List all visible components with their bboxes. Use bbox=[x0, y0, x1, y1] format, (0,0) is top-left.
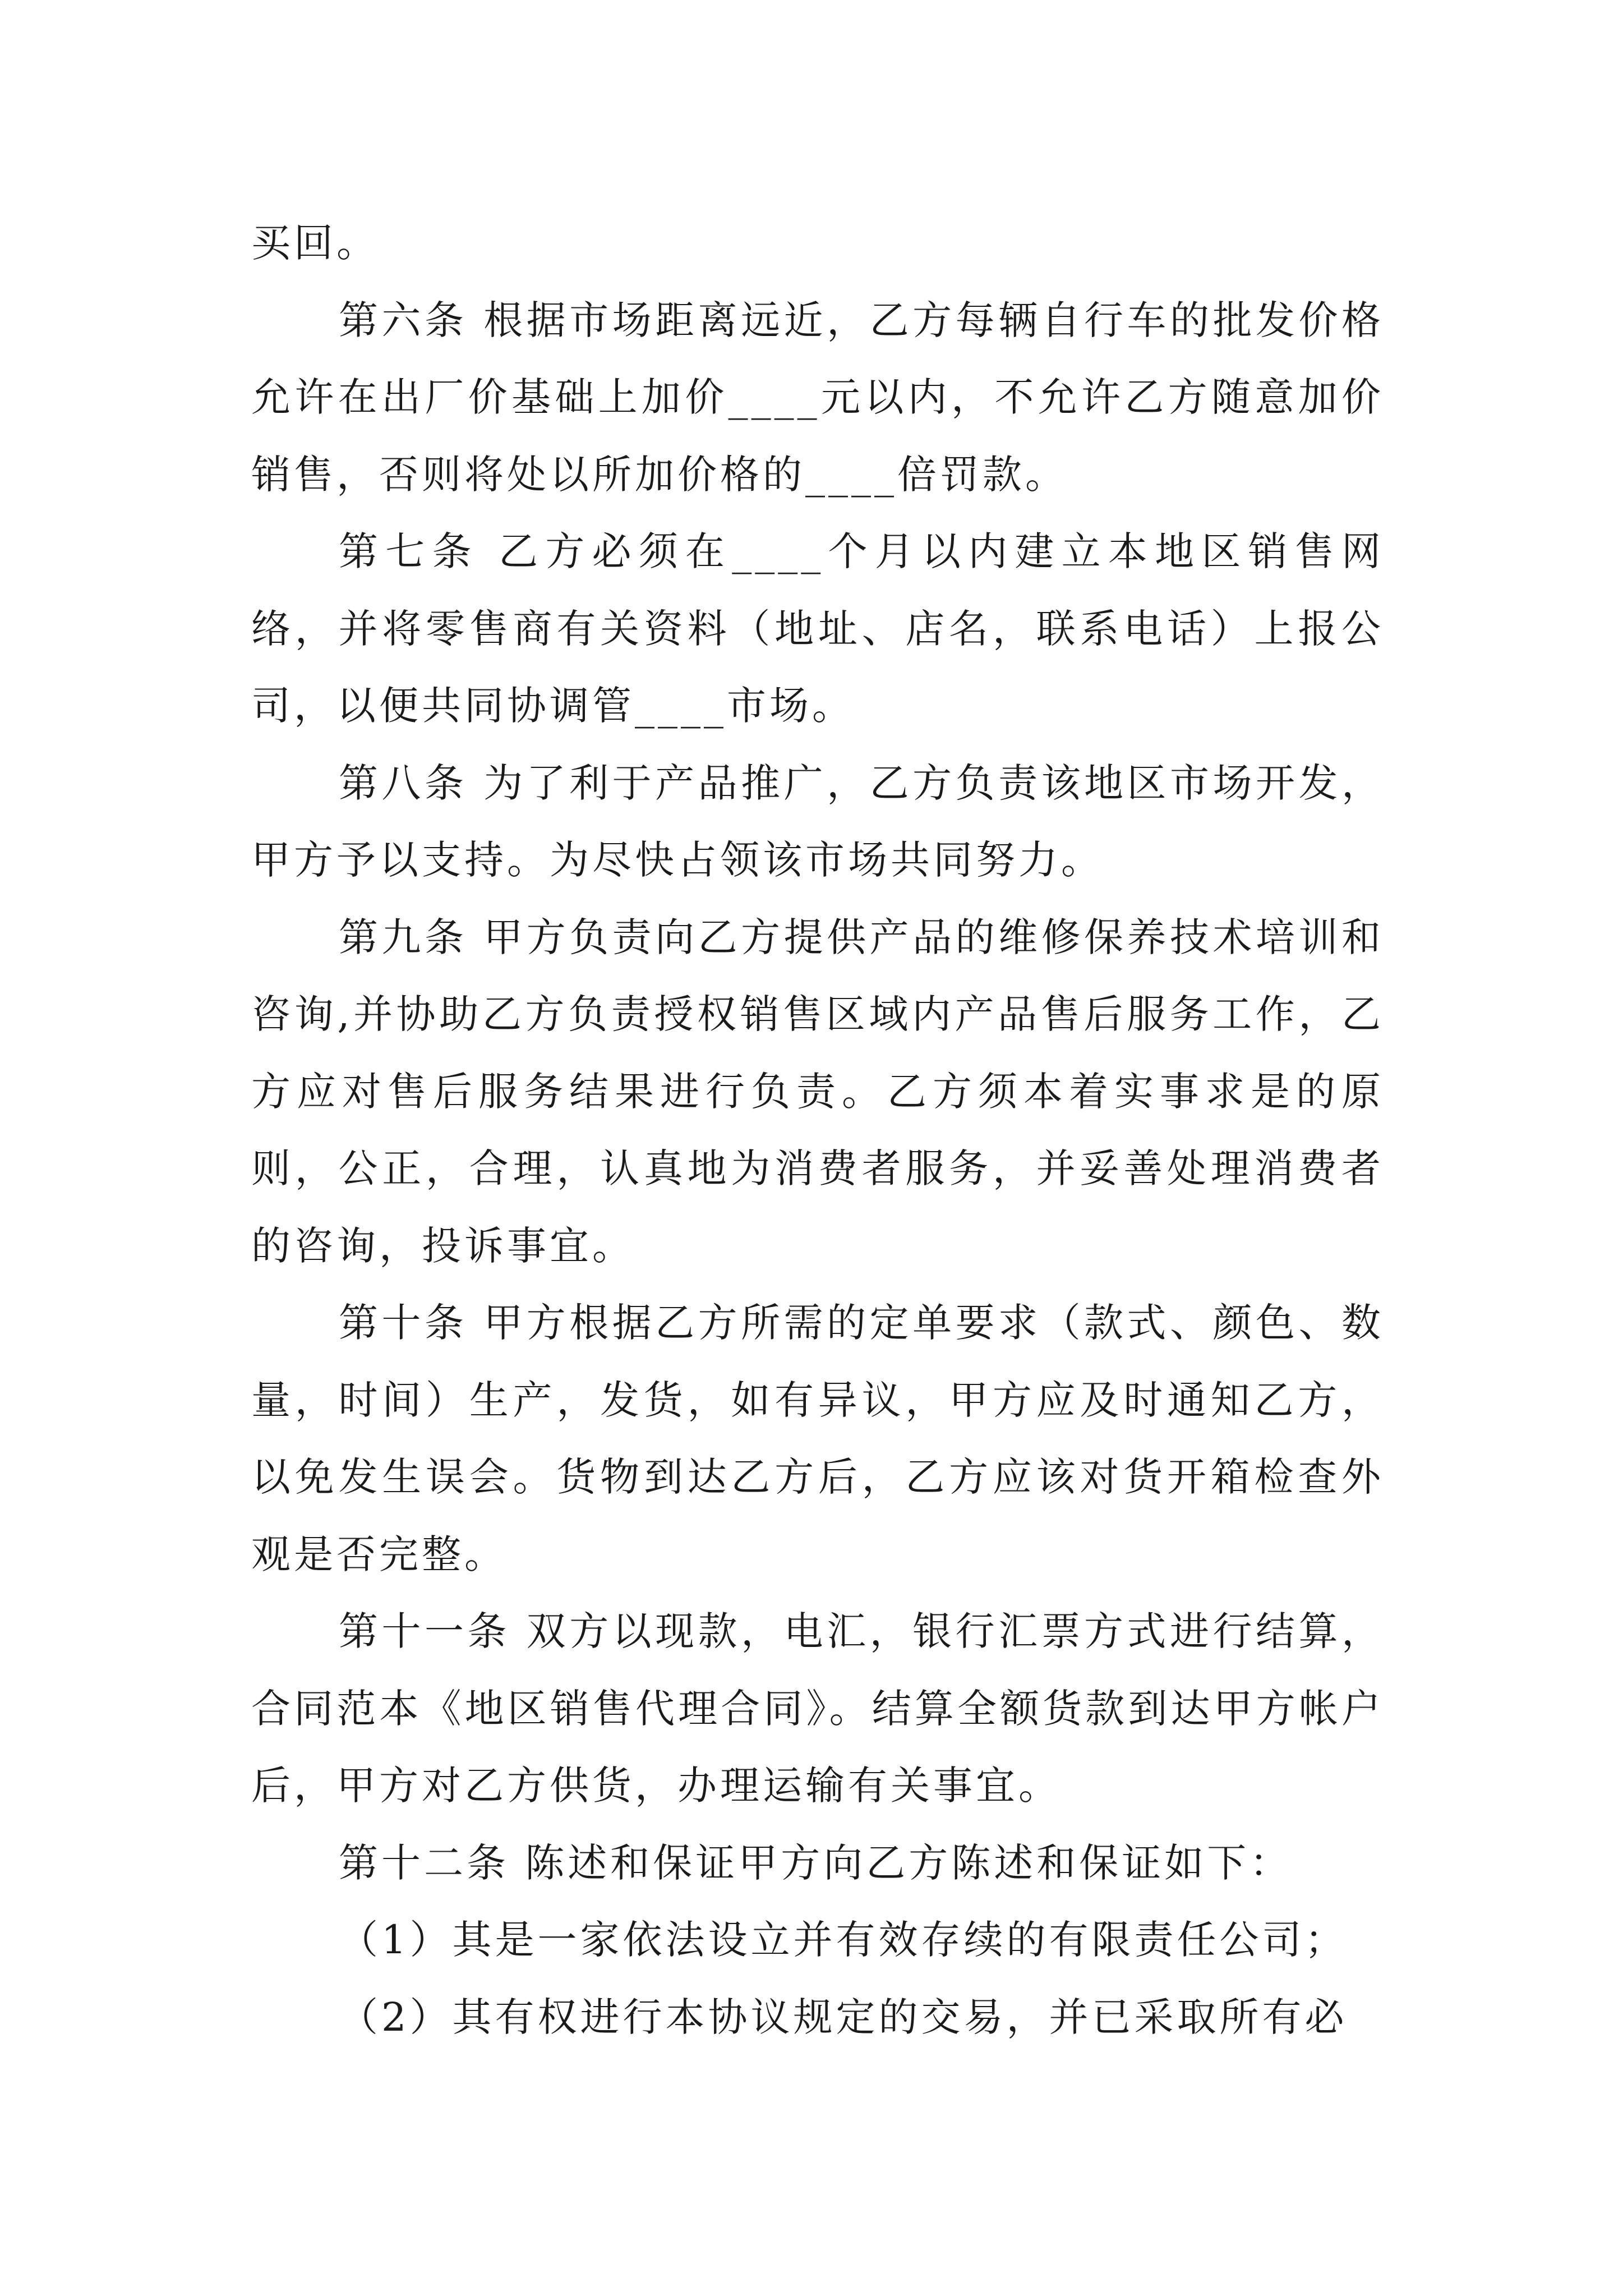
article-12-item-1: （1）其是一家依法设立并有效存续的有限责任公司； bbox=[339, 1917, 1348, 1963]
article-11: 第十一条 双方以现款，电汇，银行汇票方式进行结算，合同范本《地区销售代理合同》。结算全额货款到达甲方帐户后，甲方对乙方供货，办理运输有关事宜。 bbox=[251, 1608, 1384, 1809]
article-10: 第十条 甲方根据乙方所需的定单要求（款式、颜色、数量，时间）生产，发货，如有异议，甲方应及时通知乙方，以免发生误会。货物到达乙方后，乙方应该对货开箱检查外观是否完整。 bbox=[251, 1300, 1384, 1577]
paragraph-continuation: 买回。 bbox=[251, 220, 379, 266]
article-12: 第十二条 陈述和保证甲方向乙方陈述和保证如下： bbox=[339, 1839, 1293, 1886]
article-12-item-2: （2）其有权进行本协议规定的交易，并已采取所有必 bbox=[339, 1994, 1348, 2040]
article-8: 第八条 为了利于产品推广，乙方负责该地区市场开发，甲方予以支持。为尽快占领该市场共同努力。 bbox=[251, 760, 1384, 883]
article-9: 第九条 甲方负责向乙方提供产品的维修保养技术培训和咨询,并协助乙方负责授权销售区域内产品售后服务工作，乙方应对售后服务结果进行负责。乙方须本着实事求是的原则，公正，合理，认真地为消费者服务，并妥善处理消费者的咨询，投诉事宜。 bbox=[251, 914, 1384, 1269]
article-7: 第七条 乙方必须在____个月以内建立本地区销售网络，并将零售商有关资料（地址、店名，联系电话）上报公司，以便共同协调管____市场。 bbox=[251, 528, 1384, 729]
article-6: 第六条 根据市场距离远近，乙方每辆自行车的批发价格允许在出厂价基础上加价____元以内，不允许乙方随意加价销售，否则将处以所加价格的____倍罚款。 bbox=[251, 297, 1384, 498]
document-body bbox=[251, 205, 1384, 2056]
